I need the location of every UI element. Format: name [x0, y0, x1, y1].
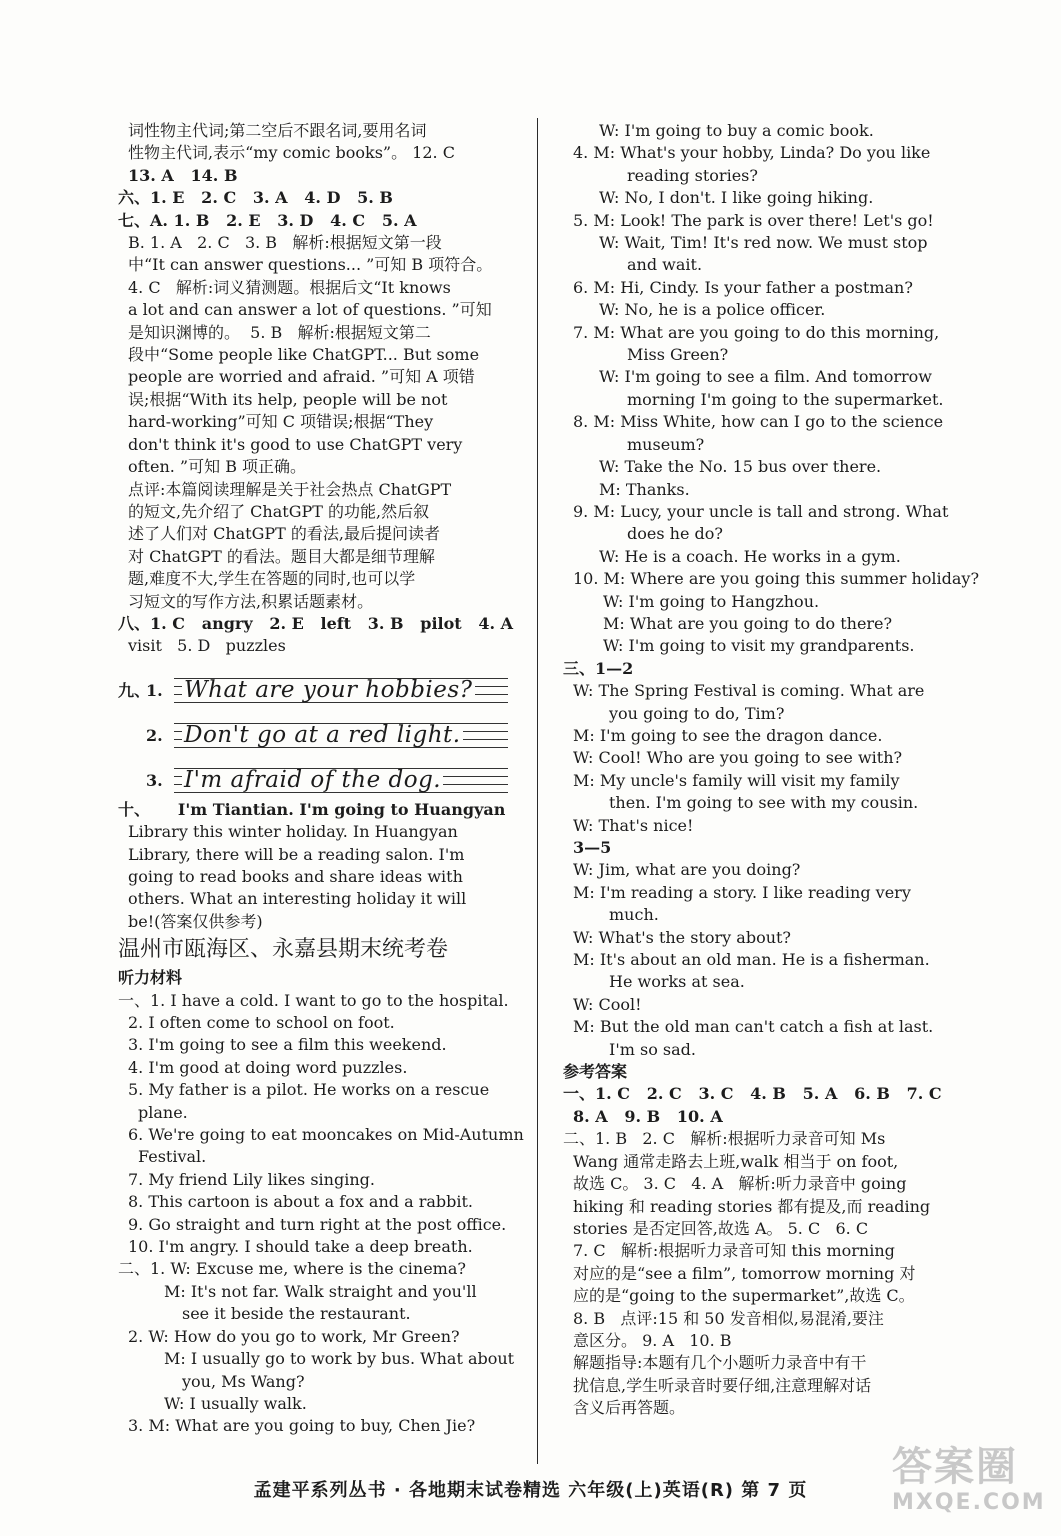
- text-line: Library, there will be a reading salon. I'm: [128, 844, 465, 864]
- text-line: 一、1. I have a cold. I want to go to the hospital.: [118, 990, 509, 1010]
- text-line: M: But the old man can't catch a fish at last.: [573, 1017, 934, 1037]
- text-line: 8. This cartoon is about a fox and a rabbit.: [128, 1192, 474, 1212]
- text-line: Miss Green?: [627, 345, 729, 365]
- text-line: W: Cool! Who are you going to see with?: [573, 748, 903, 768]
- text-line: Wang 通常走路去上班,walk 相当于 on foot,: [573, 1151, 899, 1171]
- text-line: W: I'm going to visit my grandparents.: [603, 636, 915, 656]
- text-line: W: Take the No. 15 bus over there.: [599, 457, 882, 477]
- text-line: 4. M: What's your hobby, Linda? Do you like: [573, 143, 931, 163]
- right-column: [563, 120, 980, 1420]
- hw-number: 2.: [146, 726, 163, 746]
- text-line: going to read books and share ideas with: [128, 866, 463, 886]
- text-line: others. What an interesting holiday it will: [128, 889, 467, 909]
- text-line: M: I'm reading a story. I like reading very: [573, 882, 911, 902]
- text-line: B. 1. A 2. C 3. B 解析:根据短文第一段: [128, 233, 442, 253]
- text-line: 误;根据“With its help, people will be not: [128, 389, 448, 409]
- text-line: 的短文,先介绍了 ChatGPT 的功能,然后叙: [128, 501, 430, 521]
- text-line: 中“It can answer questions... ”可知 B 项符合。: [128, 255, 493, 275]
- text-line: 4. C 解析:词义猜测题。根据后文“It knows: [128, 277, 451, 297]
- text-line: much.: [609, 905, 659, 925]
- text-line: a lot and can answer a lot of questions. ”可知: [128, 300, 492, 320]
- text-line: 5. My father is a pilot. He works on a rescue: [128, 1080, 490, 1100]
- text-line: morning I'm going to the supermarket.: [627, 389, 944, 409]
- text-line: 8. M: Miss White, how can I go to the science: [573, 412, 944, 432]
- text-line: W: Jim, what are you doing?: [573, 860, 801, 880]
- text-line: 6. M: Hi, Cindy. Is your father a postman?: [573, 277, 913, 297]
- text-line: He works at sea.: [609, 972, 745, 992]
- text-line: 含义后再答题。: [573, 1398, 686, 1418]
- text-line: 2. W: How do you go to work, Mr Green?: [128, 1326, 460, 1346]
- text-line: I'm so sad.: [609, 1039, 696, 1059]
- left-answers-part2: [118, 799, 508, 933]
- text-line: 3. I'm going to see a film this weekend.: [128, 1035, 447, 1055]
- text-line: 十、 I'm Tiantian. I'm going to Huangyan: [118, 799, 506, 819]
- text-line: see it beside the restaurant.: [182, 1304, 411, 1324]
- left-answers-part1: [118, 120, 514, 658]
- text-line: 8. B 点评:15 和 50 发音相似,易混淆,要注: [573, 1308, 884, 1328]
- text-line: you, Ms Wang?: [182, 1371, 305, 1391]
- text-line: hiking 和 reading stories 都有提及,而 reading: [573, 1196, 931, 1216]
- text-line: M: Thanks.: [599, 479, 690, 499]
- text-line: 二、1. W: Excuse me, where is the cinema?: [118, 1259, 466, 1279]
- text-line: W: Wait, Tim! It's red now. We must stop: [599, 233, 928, 253]
- text-line: Festival.: [138, 1147, 207, 1167]
- text-line: reading stories?: [627, 165, 758, 185]
- text-line: M: It's not far. Walk straight and you'll: [164, 1281, 477, 1301]
- text-line: 述了人们对 ChatGPT 的看法,最后提问读者: [128, 524, 440, 544]
- watermark-url: MXQE.COM: [892, 1490, 1046, 1515]
- text-line: 6. We're going to eat mooncakes on Mid-Autumn: [128, 1125, 524, 1145]
- text-line: 意区分。 9. A 10. B: [573, 1330, 732, 1350]
- text-line: 六、1. E 2. C 3. A 4. D 5. B: [118, 188, 393, 208]
- text-line: W: No, he is a police officer.: [599, 300, 826, 320]
- text-line: 9. M: Lucy, your uncle is tall and strong. What: [573, 501, 949, 521]
- page-footer: 孟建平系列丛书 · 各地期末试卷精选 六年级(上)英语(R) 第 7 页: [253, 1480, 808, 1501]
- hw-number: 3.: [146, 771, 163, 791]
- exam-title: 温州市瓯海区、永嘉县期末统考卷: [118, 937, 449, 963]
- text-line: 七、A. 1. B 2. E 3. D 4. C 5. A: [118, 210, 417, 230]
- right-content: [563, 120, 980, 1420]
- left-column: [118, 120, 524, 1438]
- text-line: 7. My friend Lily likes singing.: [128, 1169, 375, 1189]
- text-line: hard-working”可知 C 项错误;根据“They: [128, 412, 434, 432]
- handwriting-line-2: [118, 703, 508, 748]
- text-line: W: No, I don't. I like going hiking.: [599, 188, 874, 208]
- hw-answer: What are your hobbies?: [184, 677, 473, 704]
- text-line: 题,难度不大,学生在答题的同时,也可以学: [128, 569, 416, 589]
- text-line: Library this winter holiday. In Huangyan: [128, 822, 458, 842]
- text-line: 7. M: What are you going to do this morning,: [573, 322, 940, 342]
- text-line: 一、1. C 2. C 3. C 4. B 5. A 6. B 7. C: [563, 1084, 942, 1104]
- text-line: W: What's the story about?: [573, 927, 792, 947]
- text-line: then. I'm going to see with my cousin.: [609, 793, 919, 813]
- watermark-text: 答案圈: [892, 1444, 1018, 1490]
- text-line: 习短文的写作方法,积累话题素材。: [128, 591, 374, 611]
- text-line: 3—5: [573, 838, 612, 857]
- text-line: museum?: [627, 434, 705, 454]
- text-line: you going to do, Tim?: [609, 703, 785, 723]
- text-line: 8. A 9. B 10. A: [573, 1106, 723, 1126]
- text-line: M: I usually go to work by bus. What about: [164, 1349, 515, 1369]
- watermark-logo: [892, 1444, 1046, 1530]
- text-line: 4. I'm good at doing word puzzles.: [128, 1057, 408, 1077]
- hw-number: 1.: [146, 681, 163, 701]
- hw-answer: Don't go at a red light.: [184, 722, 461, 749]
- text-line: 点评:本篇阅读理解是关于社会热点 ChatGPT: [128, 479, 452, 499]
- hw-answer: I'm afraid of the dog.: [184, 767, 442, 794]
- listening-material: [118, 990, 524, 1438]
- text-line: visit 5. D puzzles: [128, 636, 286, 656]
- text-line: 对 ChatGPT 的看法。题目大都是细节理解: [128, 546, 435, 566]
- text-line: plane.: [138, 1102, 188, 1122]
- handwriting-line-1: [118, 658, 508, 703]
- text-line: 5. M: Look! The park is over there! Let's go!: [573, 210, 934, 230]
- text-line: W: The Spring Festival is coming. What are: [573, 681, 925, 701]
- text-line: 二、1. B 2. C 解析:根据听力录音可知 Ms: [563, 1129, 886, 1149]
- text-line: W: He is a coach. He works in a gym.: [599, 546, 901, 566]
- text-line: 3. M: What are you going to buy, Chen Jie?: [128, 1416, 476, 1436]
- text-line: W: I'm going to Hangzhou.: [603, 591, 820, 611]
- text-line: 2. I often come to school on foot.: [128, 1013, 395, 1032]
- column-divider: [537, 118, 538, 1464]
- text-line: don't think it's good to use ChatGPT very: [128, 434, 463, 454]
- text-line: 10. I'm angry. I should take a deep breath.: [128, 1237, 473, 1257]
- text-line: 词性物主代词;第二空后不跟名词,要用名词: [128, 121, 427, 140]
- text-line: M: It's about an old man. He is a fisherman.: [573, 950, 930, 970]
- text-line: does he do?: [627, 524, 723, 544]
- listening-heading: 听力材料: [118, 968, 183, 988]
- text-line: 八、1. C angry 2. E left 3. B pilot 4. A: [118, 613, 514, 633]
- text-line: and wait.: [627, 255, 703, 275]
- text-line: often. ”可知 B 项正确。: [128, 457, 307, 477]
- text-line: M: I'm going to see the dragon dance.: [573, 725, 883, 745]
- text-line: M: What are you going to do there?: [603, 613, 893, 633]
- section9-handwriting: [118, 658, 508, 793]
- text-line: 性物主代词,表示“my comic books”。 12. C: [128, 143, 455, 163]
- text-line: 10. M: Where are you going this summer holiday?: [573, 569, 980, 589]
- text-line: 故选 C。 3. C 4. A 解析:听力录音中 going: [573, 1174, 907, 1194]
- text-line: 是知识渊博的。 5. B 解析:根据短文第二: [128, 322, 431, 342]
- text-line: 扰信息,学生听录音时要仔细,注意理解对话: [573, 1375, 872, 1395]
- text-line: 应的是“going to the supermarket”,故选 C。: [573, 1286, 915, 1306]
- text-line: W: I'm going to buy a comic book.: [599, 121, 874, 140]
- text-line: W: I'm going to see a film. And tomorrow: [599, 367, 932, 387]
- text-line: 参考答案: [563, 1062, 628, 1082]
- text-line: W: That's nice!: [573, 815, 694, 835]
- text-line: W: I usually walk.: [164, 1393, 307, 1413]
- text-line: 7. C 解析:根据听力录音可知 this morning: [573, 1241, 895, 1261]
- text-line: 三、1—2: [563, 658, 634, 678]
- text-line: M: My uncle's family will visit my family: [573, 770, 900, 790]
- section9-label: 九、: [118, 681, 151, 701]
- text-line: stories 是否定回答,故选 A。 5. C 6. C: [573, 1218, 869, 1238]
- text-line: 9. Go straight and turn right at the post office.: [128, 1214, 507, 1234]
- text-line: 13. A 14. B: [128, 165, 238, 185]
- text-line: W: Cool!: [573, 994, 642, 1014]
- text-line: be!(答案仅供参考): [128, 911, 263, 931]
- text-line: 解题指导:本题有几个小题听力录音中有干: [573, 1353, 867, 1373]
- text-line: 对应的是“see a film”, tomorrow morning 对: [573, 1263, 916, 1283]
- text-line: people are worried and afraid. ”可知 A 项错: [128, 367, 475, 387]
- text-line: 段中“Some people like ChatGPT... But some: [128, 345, 480, 365]
- handwriting-line-3: [118, 748, 508, 793]
